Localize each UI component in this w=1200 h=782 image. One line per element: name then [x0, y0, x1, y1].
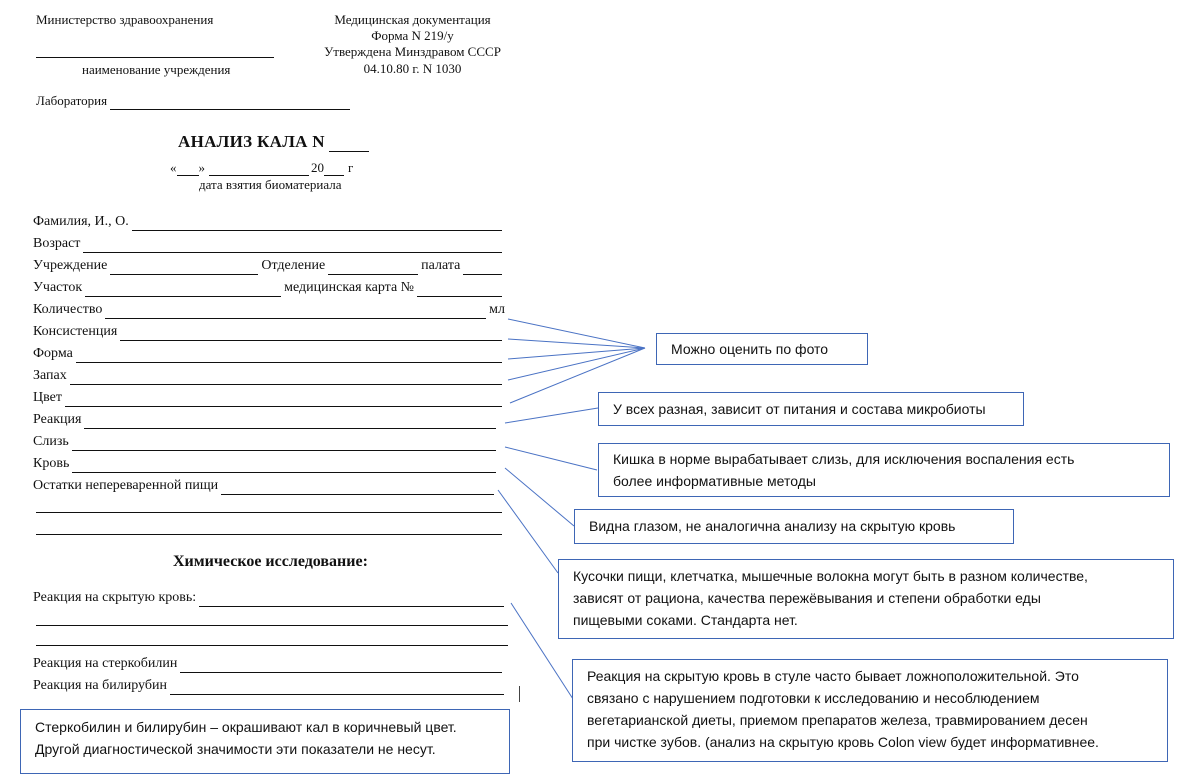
note-mucus: [598, 443, 1170, 497]
note-photo-text: Можно оценить по фото: [671, 341, 829, 357]
approved-by: Утверждена Минздравом СССР: [324, 44, 501, 59]
note-occult-line-2: связано с нарушением подготовки к исследованию и несоблюдением: [587, 690, 1040, 706]
note-mucus-line-1: Кишка в норме вырабатывает слизь, для исключения воспаления есть: [613, 451, 1075, 467]
field-food-remains-label: Остатки непереваренной пищи: [33, 478, 219, 493]
note-occult-blood: [572, 659, 1168, 762]
field-institution-label: Учреждение: [33, 258, 108, 273]
date-year-prefix: 20: [311, 160, 324, 175]
connector-mucus: [505, 447, 597, 470]
note-stercobilin-line-2: Другой диагностической значимости эти показатели не несут.: [35, 741, 436, 757]
note-blood-text: Видна глазом, не аналогична анализу на скрытую кровь: [589, 518, 956, 534]
note-reaction-text: У всех разная, зависит от питания и состава микробиоты: [613, 401, 986, 417]
date-year-suffix: г: [348, 160, 354, 175]
field-blood-label: Кровь: [33, 456, 70, 471]
note-food-remains: [558, 559, 1174, 639]
date-open-quote: «: [170, 160, 177, 175]
chemical-heading: Химическое исследование:: [173, 553, 368, 570]
connector-form: [508, 348, 645, 359]
note-occult-line-3: вегетарианской диеты, приемом препаратов железа, травмированием десен: [587, 712, 1088, 728]
note-occult-line-1: Реакция на скрытую кровь в стуле часто бывает ложноположительной. Это: [587, 668, 1079, 684]
field-stercobilin-label: Реакция на стеркобилин: [33, 656, 178, 671]
connector-food: [498, 490, 558, 573]
field-quantity-unit: мл: [489, 302, 505, 317]
field-district-label: Участок: [33, 280, 83, 295]
field-medcard-label: медицинская карта №: [284, 280, 415, 295]
note-mucus-line-2: более информативные методы: [613, 473, 816, 489]
date-close-quote: »: [198, 160, 205, 175]
field-color-label: Цвет: [33, 390, 62, 405]
field-occult-blood-label: Реакция на скрытую кровь:: [33, 590, 197, 605]
field-smell-label: Запах: [33, 368, 67, 383]
field-age-label: Возраст: [33, 236, 81, 251]
field-consistency-label: Консистенция: [33, 324, 118, 339]
field-quantity-label: Количество: [33, 302, 103, 317]
note-reaction: [598, 392, 1024, 426]
connector-blood: [505, 468, 574, 526]
form-number: Форма N 219/у: [371, 28, 454, 43]
approval-date: 04.10.80 г. N 1030: [363, 61, 462, 76]
connector-smell: [508, 348, 645, 380]
date-caption: дата взятия биоматериала: [199, 177, 342, 192]
ministry-label: Министерство здравоохранения: [36, 12, 214, 27]
note-occult-line-4: при чистке зубов. (анализ на скрытую кровь Colon view будет информативнее.: [587, 734, 1099, 750]
note-photo: [656, 333, 868, 365]
field-mucus-label: Слизь: [33, 434, 69, 449]
note-food-line-3: пищевыми соками. Стандарта нет.: [573, 612, 798, 628]
analysis-title: АНАЛИЗ КАЛА N: [178, 132, 325, 151]
laboratory-label: Лаборатория: [36, 93, 108, 108]
field-department-label: Отделение: [261, 258, 326, 273]
field-reaction-label: Реакция: [33, 412, 82, 427]
note-food-line-1: Кусочки пищи, клетчатка, мышечные волокна могут быть в разном количестве,: [573, 568, 1088, 584]
field-ward-label: палата: [421, 258, 461, 273]
field-form-label: Форма: [33, 346, 73, 361]
note-blood: [574, 509, 1014, 544]
connector-reaction: [505, 408, 598, 423]
doc-type: Медицинская документация: [334, 12, 491, 27]
note-stercobilin-line-1: Стеркобилин и билирубин – окрашивают кал в коричневый цвет.: [35, 719, 457, 735]
field-fio-label: Фамилия, И., О.: [33, 214, 129, 229]
note-stercobilin: [20, 709, 510, 774]
field-bilirubin-label: Реакция на билирубин: [33, 678, 167, 693]
note-food-line-2: зависят от рациона, качества пережёвывания и степени обработки еды: [573, 590, 1041, 606]
institution-caption: наименование учреждения: [82, 62, 231, 77]
